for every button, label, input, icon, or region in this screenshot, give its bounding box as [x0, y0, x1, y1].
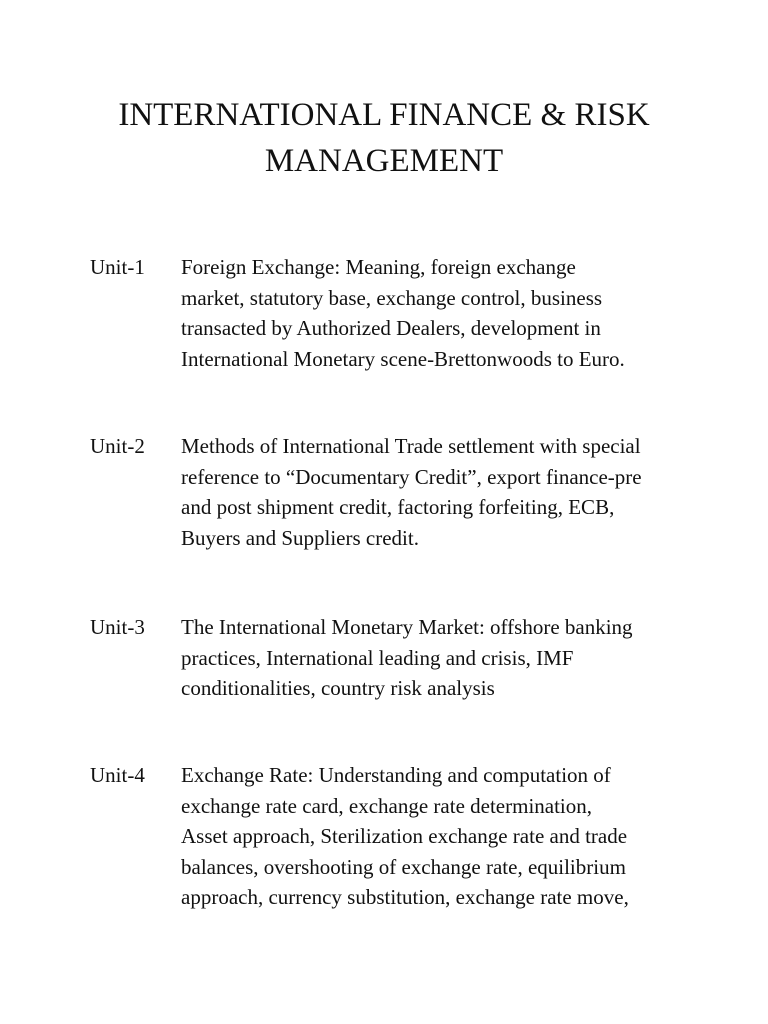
description-line: reference to “Documentary Credit”, export finance-pre: [181, 464, 642, 489]
title-line: MANAGEMENT: [264, 143, 504, 179]
description-line: balances, overshooting of exchange rate, equilibrium: [181, 854, 626, 879]
unit-label: Unit-2: [90, 434, 145, 458]
unit-description: [181, 760, 741, 913]
description-line: exchange rate card, exchange rate determination,: [181, 793, 593, 818]
title-line: INTERNATIONAL FINANCE & RISK: [118, 97, 650, 133]
description-line: Asset approach, Sterilization exchange rate and trade: [181, 824, 628, 848]
unit-description: [181, 612, 741, 704]
description-line: Foreign Exchange: Meaning, foreign exchange: [181, 255, 576, 279]
description-line: market, statutory base, exchange control, business: [181, 285, 603, 310]
unit-description: [181, 431, 741, 553]
description-line: approach, currency substitution, exchange rate move,: [181, 885, 629, 909]
description-line: conditionalities, country risk analysis: [181, 676, 495, 700]
unit-description: [181, 252, 741, 374]
unit-label: Unit-1: [90, 255, 145, 279]
document-title: [0, 92, 768, 184]
description-line: The International Monetary Market: offshore banking: [181, 615, 633, 639]
description-line: and post shipment credit, factoring forfeiting, ECB,: [181, 495, 615, 519]
unit-label: Unit-4: [90, 763, 145, 787]
unit-label: Unit-3: [90, 615, 145, 639]
description-line: International Monetary scene-Brettonwoods to Euro.: [181, 346, 625, 371]
description-line: Exchange Rate: Understanding and computation of: [181, 763, 611, 787]
description-line: practices, International leading and crisis, IMF: [181, 645, 574, 670]
description-line: transacted by Authorized Dealers, development in: [181, 316, 601, 340]
description-line: Methods of International Trade settlement with special: [181, 434, 641, 458]
description-line: Buyers and Suppliers credit.: [181, 525, 419, 550]
